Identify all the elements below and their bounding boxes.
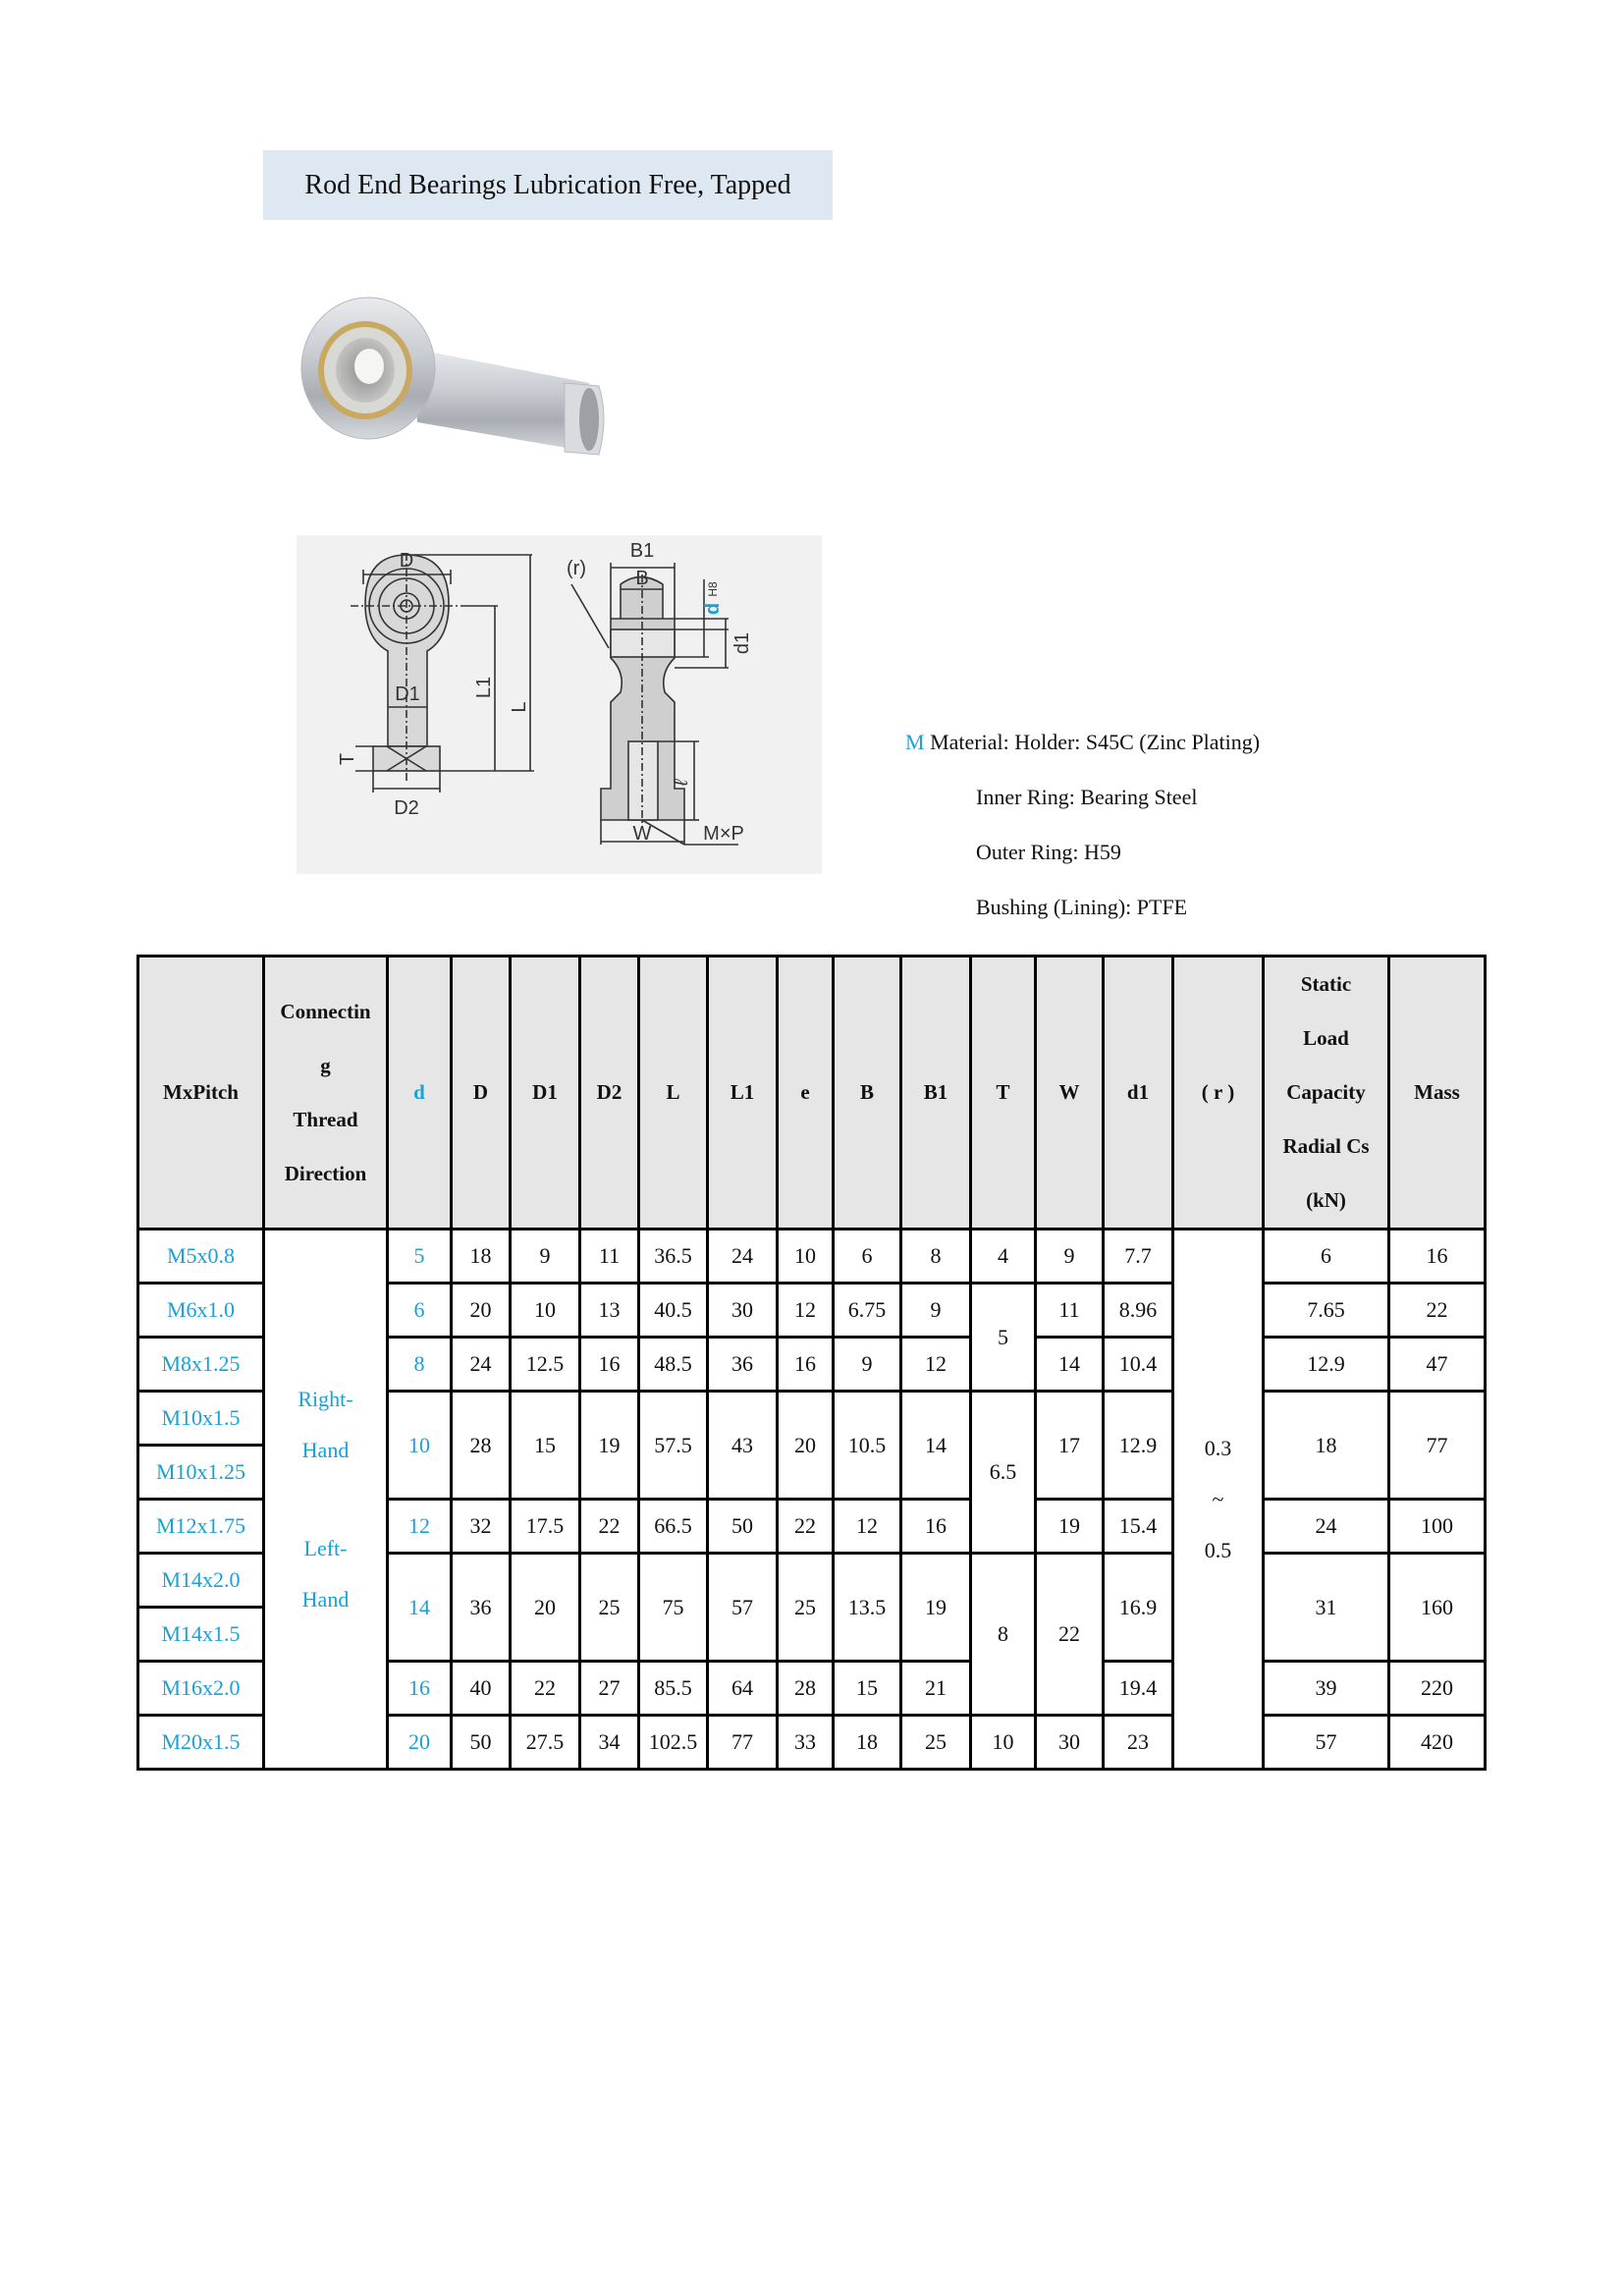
cell-L: 85.5 — [639, 1662, 708, 1716]
cell-mass: 220 — [1389, 1662, 1486, 1716]
cell-mxpitch: M6x1.0 — [138, 1284, 264, 1338]
cell-d1: 10.4 — [1104, 1338, 1173, 1392]
header-load — [1264, 957, 1389, 1230]
cell-d1: 15.4 — [1104, 1500, 1173, 1554]
cell-D1: 17.5 — [511, 1500, 580, 1554]
material-marker: M — [905, 730, 925, 754]
cell-L: 66.5 — [639, 1500, 708, 1554]
header-D1: D1 — [511, 957, 580, 1230]
cell-d1: 19.4 — [1104, 1662, 1173, 1716]
header-load-line: Static — [1300, 972, 1352, 996]
cell-B1: 16 — [901, 1500, 971, 1554]
cell-B: 10.5 — [834, 1392, 901, 1500]
cell-B: 13.5 — [834, 1554, 901, 1662]
rod-end-bearing-photo — [295, 280, 619, 486]
cell-B: 9 — [834, 1338, 901, 1392]
cell-e: 22 — [778, 1500, 834, 1554]
cell-D1: 22 — [511, 1662, 580, 1716]
cell-mxpitch: M14x1.5 — [138, 1608, 264, 1662]
label-L: L — [509, 701, 530, 713]
cell-D: 20 — [452, 1284, 511, 1338]
header-direction — [264, 957, 388, 1230]
cell-W: 14 — [1036, 1338, 1104, 1392]
cell-B1: 14 — [901, 1392, 971, 1500]
cell-load: 39 — [1264, 1662, 1389, 1716]
header-mxpitch: MxPitch — [138, 957, 264, 1230]
material-holder-text: Material: Holder: S45C (Zinc Plating) — [930, 730, 1261, 754]
cell-d: 14 — [388, 1554, 452, 1662]
cell-e: 10 — [778, 1230, 834, 1284]
cell-L1: 64 — [708, 1662, 778, 1716]
cell-D2: 22 — [580, 1500, 639, 1554]
label-D1: D1 — [395, 683, 420, 705]
cell-load: 7.65 — [1264, 1284, 1389, 1338]
cell-mxpitch: M16x2.0 — [138, 1662, 264, 1716]
cell-r: 0.3 ~ 0.5 — [1173, 1230, 1264, 1770]
cell-direction — [264, 1230, 388, 1770]
cell-D2: 19 — [580, 1392, 639, 1500]
cell-e: 33 — [778, 1716, 834, 1770]
cell-mxpitch: M20x1.5 — [138, 1716, 264, 1770]
cell-L: 48.5 — [639, 1338, 708, 1392]
direction-left: Left- Hand — [301, 1535, 350, 1612]
label-B1: B1 — [629, 540, 655, 562]
cell-mass: 420 — [1389, 1716, 1486, 1770]
header-T: T — [971, 957, 1036, 1230]
material-inner-ring: Inner Ring: Bearing Steel — [976, 785, 1198, 809]
header-load-line: Capacity — [1286, 1080, 1366, 1104]
cell-W: 30 — [1036, 1716, 1104, 1770]
header-load-line: Radial Cs — [1282, 1134, 1370, 1158]
label-D2: D2 — [394, 797, 419, 819]
cell-d1: 8.96 — [1104, 1284, 1173, 1338]
table-row — [138, 1230, 1486, 1284]
cell-T: 4 — [971, 1230, 1036, 1284]
material-outer-ring: Outer Ring: H59 — [976, 840, 1121, 864]
material-holder — [905, 715, 1260, 770]
header-B: B — [834, 957, 901, 1230]
header-row — [138, 957, 1486, 1230]
header-L1: L1 — [708, 957, 778, 1230]
header-B1: B1 — [901, 957, 971, 1230]
materials-list — [905, 715, 1260, 935]
cell-mass: 77 — [1389, 1392, 1486, 1500]
cell-mass: 22 — [1389, 1284, 1486, 1338]
label-L1: L1 — [473, 676, 495, 699]
cell-d: 12 — [388, 1500, 452, 1554]
cell-d1: 16.9 — [1104, 1554, 1173, 1662]
cell-mxpitch: M10x1.5 — [138, 1392, 264, 1446]
header-load-line: (kN) — [1306, 1188, 1346, 1212]
cell-L: 102.5 — [639, 1716, 708, 1770]
cell-L1: 77 — [708, 1716, 778, 1770]
label-B: B — [635, 568, 649, 589]
cell-T: 8 — [971, 1554, 1036, 1716]
cell-D2: 25 — [580, 1554, 639, 1662]
cell-L1: 43 — [708, 1392, 778, 1500]
cell-D1: 27.5 — [511, 1716, 580, 1770]
cell-T: 5 — [971, 1284, 1036, 1392]
cell-L1: 36 — [708, 1338, 778, 1392]
cell-D1: 12.5 — [511, 1338, 580, 1392]
cell-W: 11 — [1036, 1284, 1104, 1338]
header-direction-line: Thread — [293, 1107, 358, 1131]
header-mass: Mass — [1389, 957, 1486, 1230]
cell-B1: 9 — [901, 1284, 971, 1338]
cell-L: 75 — [639, 1554, 708, 1662]
title-banner — [263, 150, 833, 220]
cell-mass: 160 — [1389, 1554, 1486, 1662]
header-load-line: Load — [1303, 1026, 1349, 1050]
cell-B1: 25 — [901, 1716, 971, 1770]
cell-d: 10 — [388, 1392, 452, 1500]
cell-D: 24 — [452, 1338, 511, 1392]
cell-L1: 57 — [708, 1554, 778, 1662]
header-D: D — [452, 957, 511, 1230]
cell-T: 6.5 — [971, 1392, 1036, 1554]
header-d1: d1 — [1104, 957, 1173, 1230]
header-direction-line: Direction — [284, 1161, 367, 1185]
cell-D1: 9 — [511, 1230, 580, 1284]
cell-D: 18 — [452, 1230, 511, 1284]
spec-table — [136, 955, 1487, 1771]
label-d1: d1 — [731, 631, 753, 655]
cell-L1: 50 — [708, 1500, 778, 1554]
cell-mass: 100 — [1389, 1500, 1486, 1554]
cell-mxpitch: M12x1.75 — [138, 1500, 264, 1554]
header-W: W — [1036, 957, 1104, 1230]
cell-d1: 12.9 — [1104, 1392, 1173, 1500]
cell-B: 12 — [834, 1500, 901, 1554]
cell-D2: 34 — [580, 1716, 639, 1770]
cell-D: 50 — [452, 1716, 511, 1770]
cell-B1: 8 — [901, 1230, 971, 1284]
cell-L: 40.5 — [639, 1284, 708, 1338]
label-dH8: d — [702, 602, 724, 616]
cell-B: 15 — [834, 1662, 901, 1716]
cell-W: 19 — [1036, 1500, 1104, 1554]
cell-B1: 21 — [901, 1662, 971, 1716]
cell-d: 16 — [388, 1662, 452, 1716]
cell-mass: 47 — [1389, 1338, 1486, 1392]
cell-L: 36.5 — [639, 1230, 708, 1284]
cell-D: 32 — [452, 1500, 511, 1554]
page-title: Rod End Bearings Lubrication Free, Tapped — [304, 169, 791, 200]
cell-d1: 7.7 — [1104, 1230, 1173, 1284]
header-D2: D2 — [580, 957, 639, 1230]
cell-e: 16 — [778, 1338, 834, 1392]
cell-mass: 16 — [1389, 1230, 1486, 1284]
cell-d: 5 — [388, 1230, 452, 1284]
cell-mxpitch: M14x2.0 — [138, 1554, 264, 1608]
cell-B: 6.75 — [834, 1284, 901, 1338]
cell-B: 18 — [834, 1716, 901, 1770]
cell-d1: 23 — [1104, 1716, 1173, 1770]
label-T: T — [337, 752, 358, 766]
cell-mxpitch: M5x0.8 — [138, 1230, 264, 1284]
cell-B1: 19 — [901, 1554, 971, 1662]
cell-D2: 16 — [580, 1338, 639, 1392]
label-MxP: M×P — [703, 823, 744, 845]
cell-D: 36 — [452, 1554, 511, 1662]
label-D: D — [399, 550, 414, 572]
cell-load: 12.9 — [1264, 1338, 1389, 1392]
cell-W: 9 — [1036, 1230, 1104, 1284]
cell-D2: 11 — [580, 1230, 639, 1284]
cell-L1: 30 — [708, 1284, 778, 1338]
cell-load: 6 — [1264, 1230, 1389, 1284]
label-r: (r) — [567, 558, 586, 579]
cell-e: 12 — [778, 1284, 834, 1338]
cell-D: 40 — [452, 1662, 511, 1716]
cell-L: 57.5 — [639, 1392, 708, 1500]
cell-D1: 10 — [511, 1284, 580, 1338]
dimension-drawing — [297, 535, 822, 874]
cell-T: 10 — [971, 1716, 1036, 1770]
cell-B1: 12 — [901, 1338, 971, 1392]
cell-mxpitch: M10x1.25 — [138, 1446, 264, 1500]
cell-e: 20 — [778, 1392, 834, 1500]
cell-e: 25 — [778, 1554, 834, 1662]
cell-W: 22 — [1036, 1554, 1104, 1716]
cell-d: 6 — [388, 1284, 452, 1338]
cell-B: 6 — [834, 1230, 901, 1284]
cell-D1: 15 — [511, 1392, 580, 1500]
cell-D: 28 — [452, 1392, 511, 1500]
header-d: d — [388, 957, 452, 1230]
direction-right: Right- Hand — [298, 1386, 353, 1462]
cell-D2: 27 — [580, 1662, 639, 1716]
label-l: ℓ — [671, 779, 692, 787]
header-L: L — [639, 957, 708, 1230]
header-direction-line: g — [320, 1053, 331, 1077]
header-e: e — [778, 957, 834, 1230]
label-dH8-sub: H8 — [706, 581, 720, 597]
header-r: ( r ) — [1173, 957, 1264, 1230]
cell-W: 17 — [1036, 1392, 1104, 1500]
cell-load: 24 — [1264, 1500, 1389, 1554]
cell-load: 57 — [1264, 1716, 1389, 1770]
material-bushing: Bushing (Lining): PTFE — [976, 895, 1188, 919]
cell-d: 20 — [388, 1716, 452, 1770]
cell-load: 18 — [1264, 1392, 1389, 1500]
cell-load: 31 — [1264, 1554, 1389, 1662]
cell-mxpitch: M8x1.25 — [138, 1338, 264, 1392]
header-direction-line: Connectin — [280, 999, 371, 1023]
cell-D1: 20 — [511, 1554, 580, 1662]
cell-D2: 13 — [580, 1284, 639, 1338]
cell-d: 8 — [388, 1338, 452, 1392]
cell-L1: 24 — [708, 1230, 778, 1284]
cell-e: 28 — [778, 1662, 834, 1716]
label-W: W — [632, 823, 652, 845]
